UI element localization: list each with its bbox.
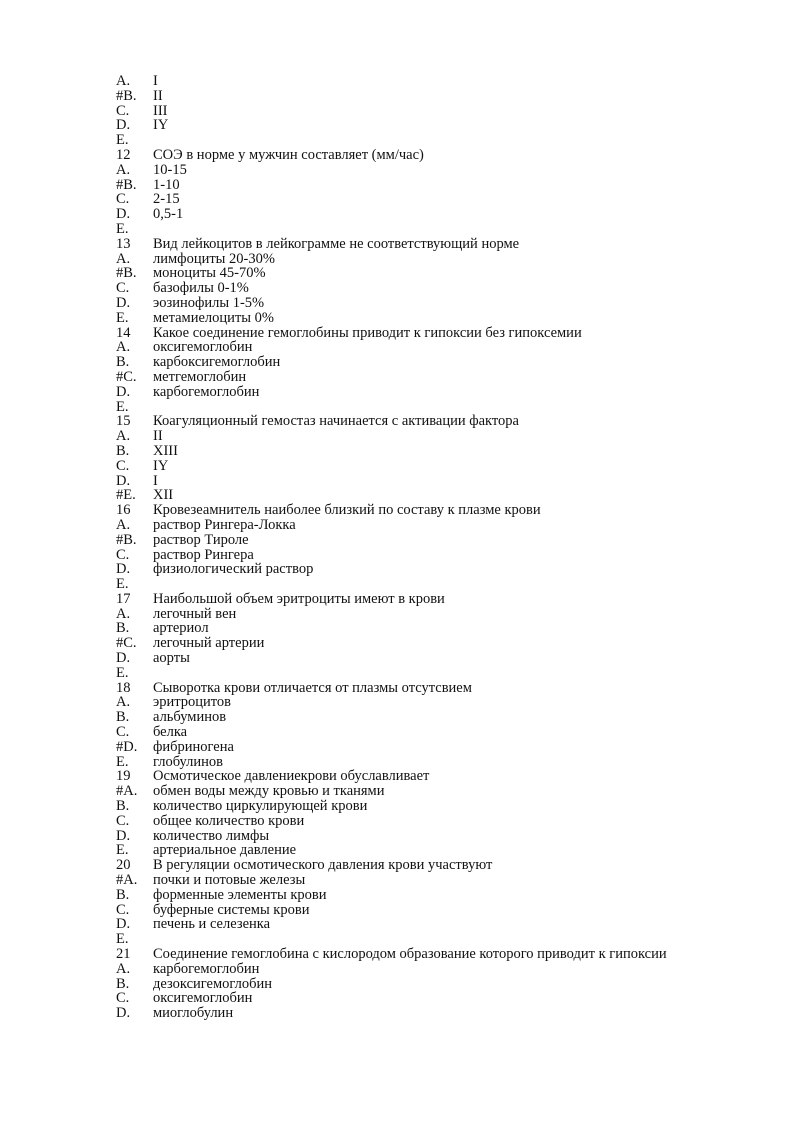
question-text: В регуляции осмотического давления крови участвуют <box>153 857 493 874</box>
option-label: E. <box>116 220 129 237</box>
answer-option-line <box>116 843 667 858</box>
option-text: эритроцитов <box>153 694 232 711</box>
option-text: XIII <box>153 442 178 459</box>
option-label: D. <box>116 472 131 489</box>
option-label: E. <box>116 132 129 149</box>
option-text: физиологический раствор <box>153 561 314 578</box>
option-label: B. <box>116 886 130 903</box>
answer-option-line <box>116 104 667 119</box>
answer-option-line <box>116 666 667 681</box>
answer-option-line <box>116 192 667 207</box>
option-label: A. <box>116 605 131 622</box>
option-text: лимфоциты 20-30% <box>153 250 275 267</box>
option-label: C. <box>116 901 130 918</box>
option-label: #A. <box>116 872 138 889</box>
option-text: раствор Рингера-Локка <box>153 516 296 533</box>
question-text: Осмотическое давлениекрови обуславливает <box>153 768 430 785</box>
question-text: Коагуляционный гемостаз начинается с активации фактора <box>153 413 519 430</box>
question-line <box>116 148 667 163</box>
question-number: 21 <box>116 946 131 963</box>
answer-option-line <box>116 74 667 89</box>
answer-option-line <box>116 1006 667 1021</box>
option-text: буферные системы крови <box>153 901 310 918</box>
answer-option-line <box>116 281 667 296</box>
answer-option-line <box>116 355 667 370</box>
answer-option-line <box>116 311 667 326</box>
answer-option-line <box>116 932 667 947</box>
answer-option-line <box>116 621 667 636</box>
option-label: A. <box>116 694 131 711</box>
answer-option-line <box>116 400 667 415</box>
option-label: A. <box>116 339 131 356</box>
question-number: 16 <box>116 502 131 519</box>
option-text: 10-15 <box>153 161 187 178</box>
question-number: 20 <box>116 857 131 874</box>
option-label: D. <box>116 206 131 223</box>
option-label: #A. <box>116 783 138 800</box>
question-line <box>116 503 667 518</box>
option-text: карбоксигемоглобин <box>153 354 281 371</box>
answer-option-line <box>116 252 667 267</box>
option-label: C. <box>116 546 130 563</box>
question-number: 12 <box>116 146 131 163</box>
option-label: B. <box>116 620 130 637</box>
option-label: A. <box>116 516 131 533</box>
question-text: Какое соединение гемоглобины приводит к гипоксии без гипоксемии <box>153 324 582 341</box>
answer-option-line <box>116 340 667 355</box>
option-text: метамиелоциты 0% <box>153 309 274 326</box>
option-label: E. <box>116 398 129 415</box>
answer-option-line <box>116 607 667 622</box>
answer-option-line <box>116 459 667 474</box>
option-text: IY <box>153 117 169 134</box>
option-label: A. <box>116 428 131 445</box>
option-label: C. <box>116 102 130 119</box>
answer-option-line <box>116 562 667 577</box>
option-text: артериальное давление <box>153 842 297 859</box>
question-text: Вид лейкоцитов в лейкограмме не соответствующий норме <box>153 235 520 252</box>
answer-option-line <box>116 548 667 563</box>
answer-option-line <box>116 474 667 489</box>
option-text: раствор Рингера <box>153 546 254 563</box>
answer-option-line <box>116 755 667 770</box>
question-list <box>116 74 667 1021</box>
option-text: оксигемоглобин <box>153 339 253 356</box>
answer-option-line <box>116 710 667 725</box>
answer-option-line <box>116 873 667 888</box>
option-text: печень и селезенка <box>153 916 271 933</box>
option-label: D. <box>116 916 131 933</box>
option-label: E. <box>116 842 129 859</box>
option-text: аорты <box>153 650 190 667</box>
option-text: I <box>153 472 158 489</box>
answer-option-line <box>116 784 667 799</box>
option-text: альбуминов <box>153 709 227 726</box>
option-text: легочный артерии <box>153 635 265 652</box>
option-label: #B. <box>116 531 137 548</box>
option-text: обмен воды между кровью и тканями <box>153 783 385 800</box>
option-text: метгемоглобин <box>153 368 247 385</box>
question-text: Наибольшой объем эритроциты имеют в крови <box>153 590 445 607</box>
option-text: карбогемоглобин <box>153 383 260 400</box>
option-text: глобулинов <box>153 753 223 770</box>
answer-option-line <box>116 903 667 918</box>
answer-option-line <box>116 725 667 740</box>
option-label: D. <box>116 827 131 844</box>
option-label: E. <box>116 664 129 681</box>
question-number: 17 <box>116 590 131 607</box>
answer-option-line <box>116 651 667 666</box>
answer-option-line <box>116 518 667 533</box>
option-label: D. <box>116 1005 131 1022</box>
option-text: IY <box>153 457 169 474</box>
option-label: #C. <box>116 368 137 385</box>
answer-option-line <box>116 636 667 651</box>
option-text: белка <box>153 724 188 741</box>
option-label: D. <box>116 383 131 400</box>
question-text: Сыворотка крови отличается от плазмы отсутсвием <box>153 679 472 696</box>
answer-option-line <box>116 740 667 755</box>
option-text: легочный вен <box>153 605 237 622</box>
option-text: базофилы 0-1% <box>153 280 249 297</box>
answer-option-line <box>116 814 667 829</box>
option-label: A. <box>116 250 131 267</box>
answer-option-line <box>116 370 667 385</box>
option-label: #B. <box>116 87 137 104</box>
answer-option-line <box>116 577 667 592</box>
option-label: A. <box>116 161 131 178</box>
question-number: 18 <box>116 679 131 696</box>
answer-option-line <box>116 429 667 444</box>
option-label: B. <box>116 709 130 726</box>
option-text: 1-10 <box>153 176 180 193</box>
question-text: Кровезеамнитель наиболее близкий по составу к плазме крови <box>153 502 541 519</box>
question-text: СОЭ в норме у мужчин составляет (мм/час) <box>153 146 424 163</box>
option-label: C. <box>116 812 130 829</box>
option-text: 2-15 <box>153 191 180 208</box>
option-text: количество лимфы <box>153 827 270 844</box>
option-label: A. <box>116 73 131 89</box>
option-text: артериол <box>153 620 209 637</box>
option-label: E. <box>116 931 129 948</box>
option-label: C. <box>116 457 130 474</box>
option-label: C. <box>116 280 130 297</box>
question-line <box>116 414 667 429</box>
question-text: Соединение гемоглобина с кислородом образование которого приводит к гипоксии <box>153 946 667 963</box>
option-label: C. <box>116 191 130 208</box>
answer-option-line <box>116 163 667 178</box>
option-label: #C. <box>116 635 137 652</box>
option-label: E. <box>116 576 129 593</box>
answer-option-line <box>116 133 667 148</box>
option-label: #D. <box>116 738 138 755</box>
option-text: миоглобулин <box>153 1005 234 1022</box>
option-label: B. <box>116 798 130 815</box>
question-line <box>116 592 667 607</box>
option-label: C. <box>116 990 130 1007</box>
option-text: раствор Тироле <box>153 531 249 548</box>
answer-option-line <box>116 917 667 932</box>
question-number: 15 <box>116 413 131 430</box>
question-line <box>116 681 667 696</box>
option-text: количество циркулирующей крови <box>153 798 368 815</box>
answer-option-line <box>116 89 667 104</box>
answer-option-line <box>116 222 667 237</box>
option-text: фибриногена <box>153 738 234 755</box>
option-text: I <box>153 73 158 89</box>
option-label: D. <box>116 650 131 667</box>
option-label: #B. <box>116 265 137 282</box>
option-label: E. <box>116 753 129 770</box>
answer-option-line <box>116 991 667 1006</box>
option-text: III <box>153 102 168 119</box>
option-label: B. <box>116 442 130 459</box>
option-text: эозинофилы 1-5% <box>153 294 265 311</box>
option-text: моноциты 45-70% <box>153 265 266 282</box>
question-line <box>116 326 667 341</box>
option-text: XII <box>153 487 174 504</box>
option-label: #E. <box>116 487 136 504</box>
answer-option-line <box>116 178 667 193</box>
option-label: C. <box>116 724 130 741</box>
answer-option-line <box>116 799 667 814</box>
option-text: дезоксигемоглобин <box>153 975 272 992</box>
answer-option-line <box>116 829 667 844</box>
answer-option-line <box>116 207 667 222</box>
option-label: B. <box>116 975 130 992</box>
answer-option-line <box>116 695 667 710</box>
answer-option-line <box>116 444 667 459</box>
question-line <box>116 769 667 784</box>
option-text: оксигемоглобин <box>153 990 253 1007</box>
question-line <box>116 947 667 962</box>
option-label: #B. <box>116 176 137 193</box>
answer-option-line <box>116 385 667 400</box>
question-number: 14 <box>116 324 131 341</box>
option-text: карбогемоглобин <box>153 960 260 977</box>
option-label: D. <box>116 294 131 311</box>
option-label: D. <box>116 561 131 578</box>
option-label: D. <box>116 117 131 134</box>
option-label: E. <box>116 309 129 326</box>
answer-option-line <box>116 888 667 903</box>
option-text: II <box>153 87 163 104</box>
answer-option-line <box>116 962 667 977</box>
answer-option-line <box>116 118 667 133</box>
question-number: 19 <box>116 768 131 785</box>
answer-option-line <box>116 488 667 503</box>
option-text: общее количество крови <box>153 812 305 829</box>
option-text: II <box>153 428 163 445</box>
answer-option-line <box>116 977 667 992</box>
question-line <box>116 858 667 873</box>
option-label: B. <box>116 354 130 371</box>
answer-option-line <box>116 533 667 548</box>
option-text: форменные элементы крови <box>153 886 327 903</box>
option-label: A. <box>116 960 131 977</box>
answer-option-line <box>116 266 667 281</box>
answer-option-line <box>116 296 667 311</box>
option-text: почки и потовые железы <box>153 872 306 889</box>
question-number: 13 <box>116 235 131 252</box>
question-line <box>116 237 667 252</box>
option-text: 0,5-1 <box>153 206 184 223</box>
